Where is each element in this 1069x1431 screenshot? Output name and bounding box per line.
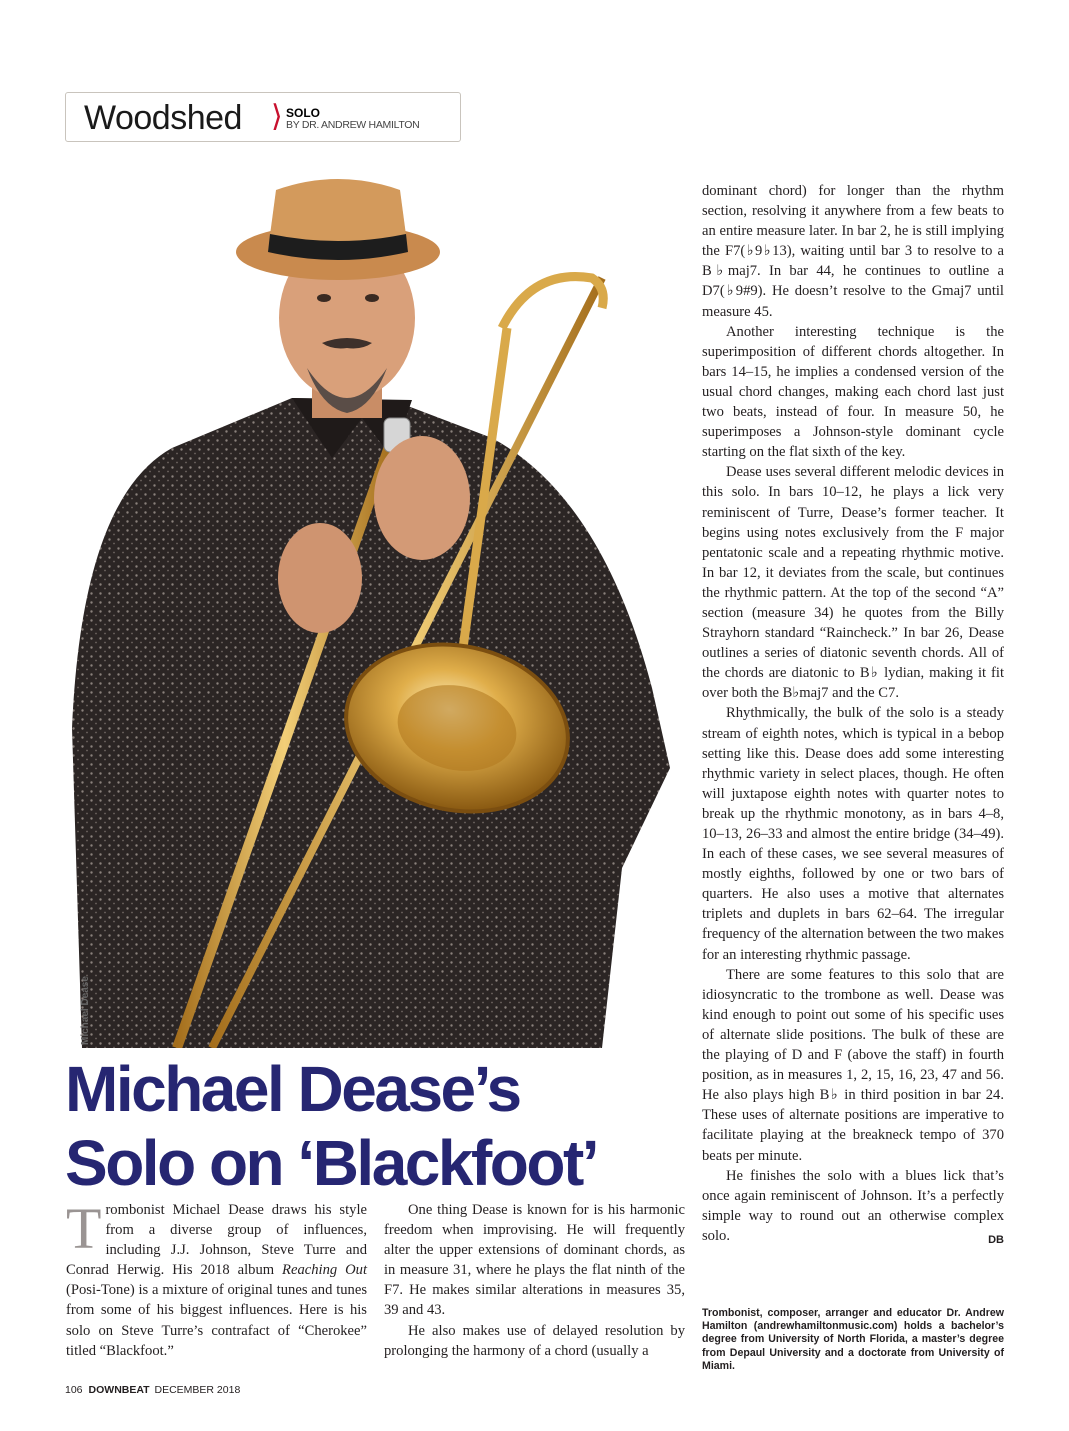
- department-label: SOLO: [286, 106, 321, 120]
- chevron-right-icon: ⟩: [271, 99, 283, 134]
- dropcap: T: [66, 1196, 102, 1261]
- intro-paragraph: [66, 1196, 367, 1361]
- author-bio: Trombonist, composer, arranger and educator Dr. Andrew Hamilton (andrewhamiltonmusic.com) holds a bachelor’s degree from University of North Florida, a master’s degree from Depaul University and a doctorate from University of Miami.: [702, 1307, 1004, 1372]
- headline-line-2: Solo on ‘Blackfoot’: [65, 1127, 598, 1199]
- section-header: [65, 92, 461, 142]
- author-byline: BY DR. ANDREW HAMILTON: [286, 119, 420, 131]
- magazine-name: DOWNBEAT: [88, 1384, 150, 1396]
- section-name: Woodshed: [84, 99, 242, 137]
- headline: [65, 1052, 695, 1200]
- photo-credit: Michael Dease: [80, 976, 91, 1045]
- trombonist-photo: [62, 168, 690, 1048]
- intro-text-end: (Posi-Tone) is a mixture of original tunes and tunes from some of his biggest influences. Here is his solo on Steve Turre’s contrafact of “Cherokee” titled “Blackfoot.”: [66, 1282, 367, 1359]
- paragraph: Another interesting technique is the superimposition of different chords altogether. In bars 14–15, he implies a condensed version of the usual chord changes, making each chord last just two beats, instead of four. In measure 50, he superimposes a Johnson-style dominant cycle starting on the flat sixth of the key.: [702, 323, 1004, 461]
- paragraph: [702, 1166, 1004, 1246]
- paragraph: He also makes use of delayed resolution by prolonging the harmony of a chord (usually a: [384, 1322, 685, 1359]
- paragraph: Dease uses several different melodic devices in this solo. In bars 10–12, he plays a lick very reminiscent of Turre, Dease’s former teacher. It begins using notes exclusively from the F major pentatonic scale and a repeating rhythmic motive. In bar 12, it deviates from the scale, but continues the rhythmic pattern. At the top of the second “A” section (measure 34) he quotes from the Billy Strayhorn standard “Raincheck.” In bar 26, Dease outlines a series of diatonic seventh chords. All of the chords are diatonic to B♭ lydian, making it fit over both the B♭maj7 and the C7.: [702, 464, 1004, 702]
- article-column-2: [384, 1200, 685, 1361]
- paragraph: dominant chord) for longer than the rhythm section, resolving it anywhere from a few beats to an entire measure later. In bar 2, he is still implying the F7(♭9♭13), waiting until bar 3 to resolve to a B♭maj7. In bar 44, he continues to outline a D7(♭9#9). He doesn’t resolve to the Gmaj7 until measure 45.: [702, 183, 1004, 320]
- closing-text: He finishes the solo with a blues lick that’s once again reminiscent of Johnson. It’s a perfectly simple way to round out an otherwise complex solo.: [702, 1167, 1004, 1244]
- article-column-1: [66, 1196, 367, 1361]
- paragraph: There are some features to this solo that are idiosyncratic to the trombone as well. Dease was kind enough to point out some of his specific uses of alternate slide positions. The bulk of these are the playing of D and F (above the staff) in fourth position, as in measures 1, 2, 15, 16, 23, 47 and 56. He also plays high B♭ in third position in bar 24. These uses of alternate positions are imperative to facilitate playing at the breakneck tempo of 370 beats per minute.: [702, 966, 1004, 1164]
- page-folio: [65, 1384, 240, 1396]
- headline-line-1: Michael Dease’s: [65, 1053, 520, 1125]
- article-column-3: [702, 181, 1004, 1250]
- issue-date: DECEMBER 2018: [154, 1384, 241, 1396]
- album-title: Reaching Out: [282, 1262, 367, 1279]
- paragraph: One thing Dease is known for is his harmonic freedom when improvising. He will frequently alter the upper extensions of dominant chords, as in measure 31, where he plays the flat ninth of the F7. He makes similar alterations in measures 35, 39 and 43.: [384, 1202, 685, 1319]
- end-mark: DB: [988, 1233, 1004, 1246]
- page-number: 106: [65, 1384, 83, 1396]
- intro-text: rombonist Michael Dease draws his style from a diverse group of influences, including J.J. Johnson, Steve Turre and Conrad Herwig. His 2018 album: [66, 1202, 367, 1279]
- paragraph: Rhythmically, the bulk of the solo is a steady stream of eighth notes, which is typical in a bebop setting like this. Dease does add some interesting rhythmic variety in select places, though. He often will juxtapose eighth notes with quarter notes to break up the rhythmic monotony, as in bars 4–8, 10–13, 26–33 and almost the entire bridge (34–49). In each of these cases, we see several measures of mostly eighths, followed by one or two bars of quarters. He also uses a motive that alternates triplets and duplets in bars 62–64. The irregular frequency of the alternation between the two makes for an interesting rhythmic passage.: [702, 705, 1004, 963]
